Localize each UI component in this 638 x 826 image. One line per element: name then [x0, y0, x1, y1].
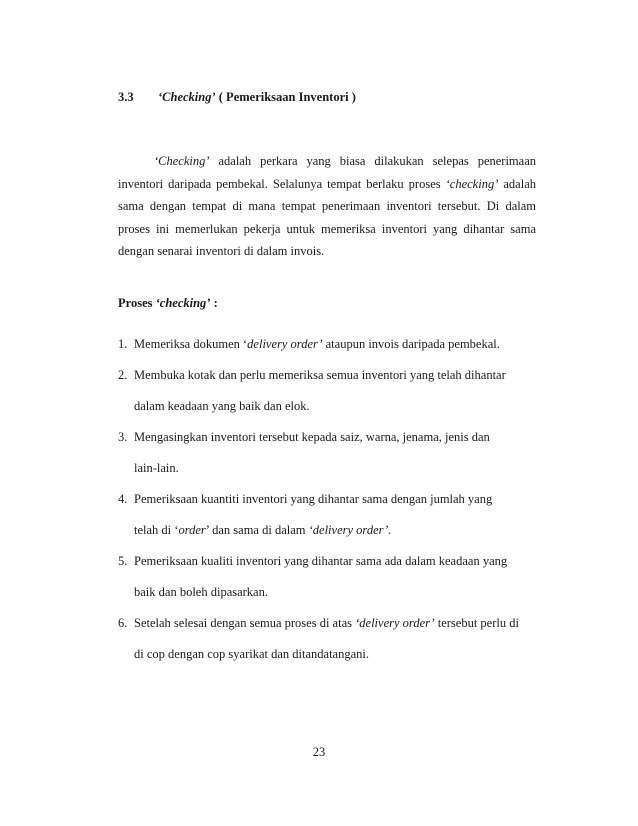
section-title: ( Pemeriksaan Inventori ): [215, 90, 356, 104]
list-item: 2. Membuka kotak dan perlu memeriksa semua inventori yang telah dihantar: [118, 368, 506, 382]
list-item-continuation: baik dan boleh dipasarkan.: [134, 585, 268, 599]
checking-steps-list: [118, 336, 548, 677]
list-item: 1. Memeriksa dokumen ‘delivery order’ ataupun invois daripada pembekal.: [118, 337, 500, 351]
section-title-italic: ‘Checking’: [158, 90, 216, 104]
section-heading: [118, 90, 356, 105]
paragraph-text-1: adalah perkara yang biasa dilakukan selepas penerimaan inventori daripada pembekal. Selalunya tempat berlaku proses: [118, 154, 536, 191]
list-item: 5. Pemeriksaan kualiti inventori yang dihantar sama ada dalam keadaan yang: [118, 554, 508, 568]
paragraph-text-2: adalah sama dengan tempat di mana tempat penerimaan inventori tersebut. Di dalam proses ini memerlukan pekerja untuk memeriksa inventori yang dihantar sama dengan senarai inventori di dalam invois.: [118, 176, 536, 258]
list-item-continuation: lain-lain.: [134, 461, 179, 475]
list-item-continuation: dalam keadaan yang baik dan elok.: [134, 399, 310, 413]
page-number: 23: [312, 745, 326, 759]
section-number: 3.3: [118, 90, 134, 104]
list-item-continuation: di cop dengan cop syarikat dan ditandatangani.: [134, 647, 369, 661]
list-item: 6. Setelah selesai dengan semua proses di atas ‘delivery order’ tersebut perlu di: [118, 616, 519, 630]
list-item: 4. Pemeriksaan kuantiti inventori yang dihantar sama dengan jumlah yang: [118, 492, 493, 506]
paragraph-italic-term-2: ‘checking’: [445, 176, 499, 191]
list-heading: Proses ‘checking’ :: [118, 296, 218, 310]
list-item-continuation: telah di ‘order’ dan sama di dalam ‘delivery order’.: [134, 523, 392, 537]
paragraph-italic-term: ‘Checking’: [154, 154, 210, 168]
list-item: 3. Mengasingkan inventori tersebut kepada saiz, warna, jenama, jenis dan: [118, 430, 490, 444]
intro-paragraph: [118, 150, 536, 263]
